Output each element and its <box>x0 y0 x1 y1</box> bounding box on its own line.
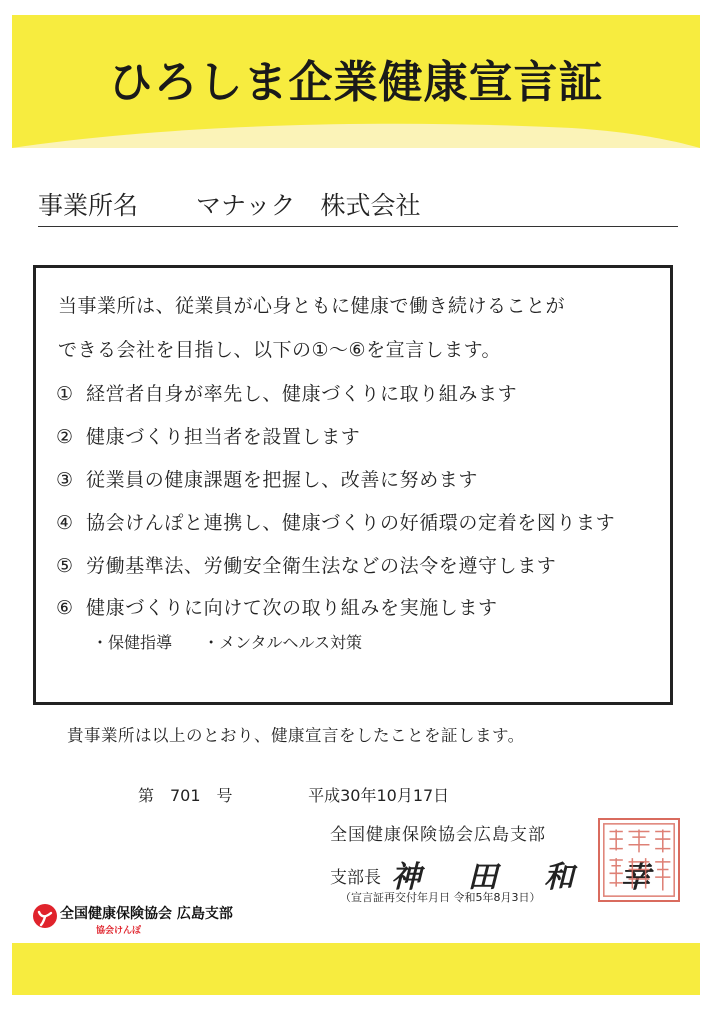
item-number: ⑤ <box>56 555 74 577</box>
item-number: ④ <box>56 512 74 534</box>
item-text: 健康づくりに向けて次の取り組みを実施します <box>86 597 498 619</box>
item-text: 健康づくり担当者を設置します <box>86 426 361 448</box>
company-name: マナック 株式会社 <box>195 191 421 220</box>
item-text: 経営者自身が率先し、健康づくりに取り組みます <box>86 383 518 405</box>
kenpo-logo-icon <box>32 903 58 929</box>
intro-line-2: できる会社を目指し、以下の①〜⑥を宣言します。 <box>58 339 502 361</box>
declaration-box <box>33 265 673 705</box>
logo-organization-name: 全国健康保険協会 広島支部 <box>60 906 233 922</box>
declaration-item-1 <box>56 380 517 408</box>
issuer-name: 全国健康保険協会広島支部 <box>330 825 546 845</box>
item-number: ② <box>56 426 74 448</box>
certification-statement: 貴事業所は以上のとおり、健康宣言をしたことを証します。 <box>67 726 525 745</box>
declaration-item-6 <box>56 594 498 622</box>
director-signature: 神 田 和 幸 <box>391 860 669 895</box>
item-number: ③ <box>56 469 74 491</box>
declaration-item-5 <box>56 552 556 580</box>
certificate-number: 第 701 号 <box>138 786 233 805</box>
declaration-sub-items <box>92 630 388 656</box>
sub-item-mental-health: ・メンタルヘルス対策 <box>203 633 362 652</box>
item-text: 従業員の健康課題を把握し、改善に努めます <box>86 469 479 491</box>
official-seal <box>598 818 680 902</box>
director-title: 支部長 <box>330 868 381 888</box>
item-number: ① <box>56 383 74 405</box>
declaration-intro <box>58 284 658 372</box>
company-label: 事業所名 <box>38 191 139 220</box>
declaration-item-2 <box>56 423 360 451</box>
sub-item-health-guidance: ・保健指導 <box>92 633 173 652</box>
declaration-item-3 <box>56 466 478 494</box>
item-text: 労働基準法、労働安全衛生法などの法令を遵守します <box>86 555 557 577</box>
item-text: 協会けんぽと連携し、健康づくりの好循環の定着を図ります <box>86 512 616 534</box>
certificate-title: ひろしま企業健康宣言証 <box>108 57 604 108</box>
intro-line-1: 当事業所は、従業員が心身ともに健康で働き続けることが <box>58 295 566 317</box>
item-number: ⑥ <box>56 597 74 619</box>
kyokai-kenpo-logo <box>32 903 252 939</box>
seal-graphic <box>600 820 678 900</box>
number-date-row <box>138 783 449 806</box>
company-row <box>38 186 678 227</box>
logo-subtitle: 協会けんぽ <box>96 926 142 936</box>
declaration-item-4 <box>56 509 615 537</box>
reissue-note: （宣言証再交付年月日 令和5年8月3日） <box>340 891 541 904</box>
issue-date: 平成30年10月17日 <box>308 786 450 805</box>
